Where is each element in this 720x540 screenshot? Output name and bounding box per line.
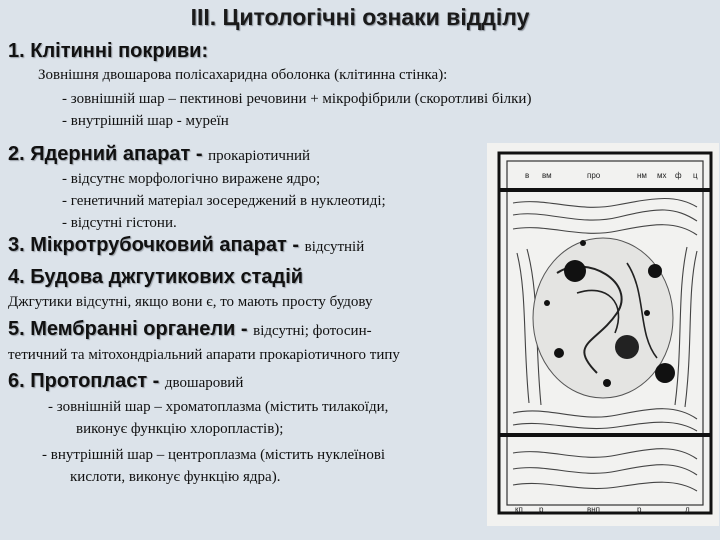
section-2-line-1: - відсутнє морфологічно виражене ядро;	[62, 171, 321, 187]
section-5-tail: відсутні; фотосин-	[253, 323, 372, 339]
figure-label-bottom-5: л	[685, 505, 690, 514]
figure-label-bottom-4: р	[637, 505, 642, 514]
section-6-line-3: - внутрішній шар – центроплазма (містить нуклеїнові	[42, 447, 386, 463]
section-1-line-3: - внутрішній шар - муреїн	[62, 113, 229, 129]
figure-label-top-4: нм	[637, 171, 647, 180]
section-1-line-1: Зовнішня двошарова полісахаридна оболонка (клітинна стінка):	[38, 67, 448, 83]
figure-label-top-5: мх	[657, 171, 667, 180]
figure-label-top-3: про	[587, 171, 601, 180]
cell-structure-illustration	[487, 143, 719, 526]
section-6-line-4: кислоти, виконує функцію ядра).	[70, 469, 281, 485]
section-1-line-2: - зовнішній шар – пектинові речовини + мікрофібрили (скоротливі білки)	[62, 91, 532, 107]
section-5-heading: 5. Мембранні органели - відсутні; фотосин-	[8, 318, 372, 340]
figure-label-top-6: ф	[675, 171, 682, 180]
page-title: ІІІ. Цитологічні ознаки відділу	[190, 4, 530, 30]
section-4-heading: 4. Будова джгутикових стадій	[8, 266, 304, 288]
section-6-line-2: виконує функцію хлоропластів);	[76, 421, 284, 437]
section-6-heading: 6. Протопласт - двошаровий	[8, 370, 244, 392]
section-4-line: Джгутики відсутні, якщо вони є, то мають просту будову	[8, 294, 373, 310]
section-3-heading: 3. Мікротрубочковий апарат - відсутній	[8, 234, 365, 256]
section-2-line-3: - відсутні гістони.	[62, 215, 177, 231]
figure-label-bottom-3: внп	[587, 505, 600, 514]
section-2-heading: 2. Ядерний апарат - прокаріотичний	[8, 143, 311, 165]
section-3-tail: відсутній	[304, 239, 365, 255]
section-6-line-1: - зовнішній шар – хроматоплазма (містить тилакоїди,	[48, 399, 389, 415]
figure-label-bottom-1: кп	[515, 505, 523, 514]
section-2-line-2: - генетичний матеріал зосереджений в нуклеотиді;	[62, 193, 386, 209]
section-5-line: тетичний та мітохондріальний апарати прокаріотичного типу	[8, 347, 400, 363]
section-2-tail: прокаріотичний	[208, 148, 311, 164]
figure-label-bottom-2: р	[539, 505, 544, 514]
section-1-heading: 1. Клітинні покриви:	[8, 40, 209, 62]
figure-label-top-2: вм	[542, 171, 552, 180]
figure-label-top-1: в	[525, 171, 530, 180]
section-6-tail: двошаровий	[164, 375, 244, 391]
figure-label-top-7: ц	[693, 171, 698, 180]
